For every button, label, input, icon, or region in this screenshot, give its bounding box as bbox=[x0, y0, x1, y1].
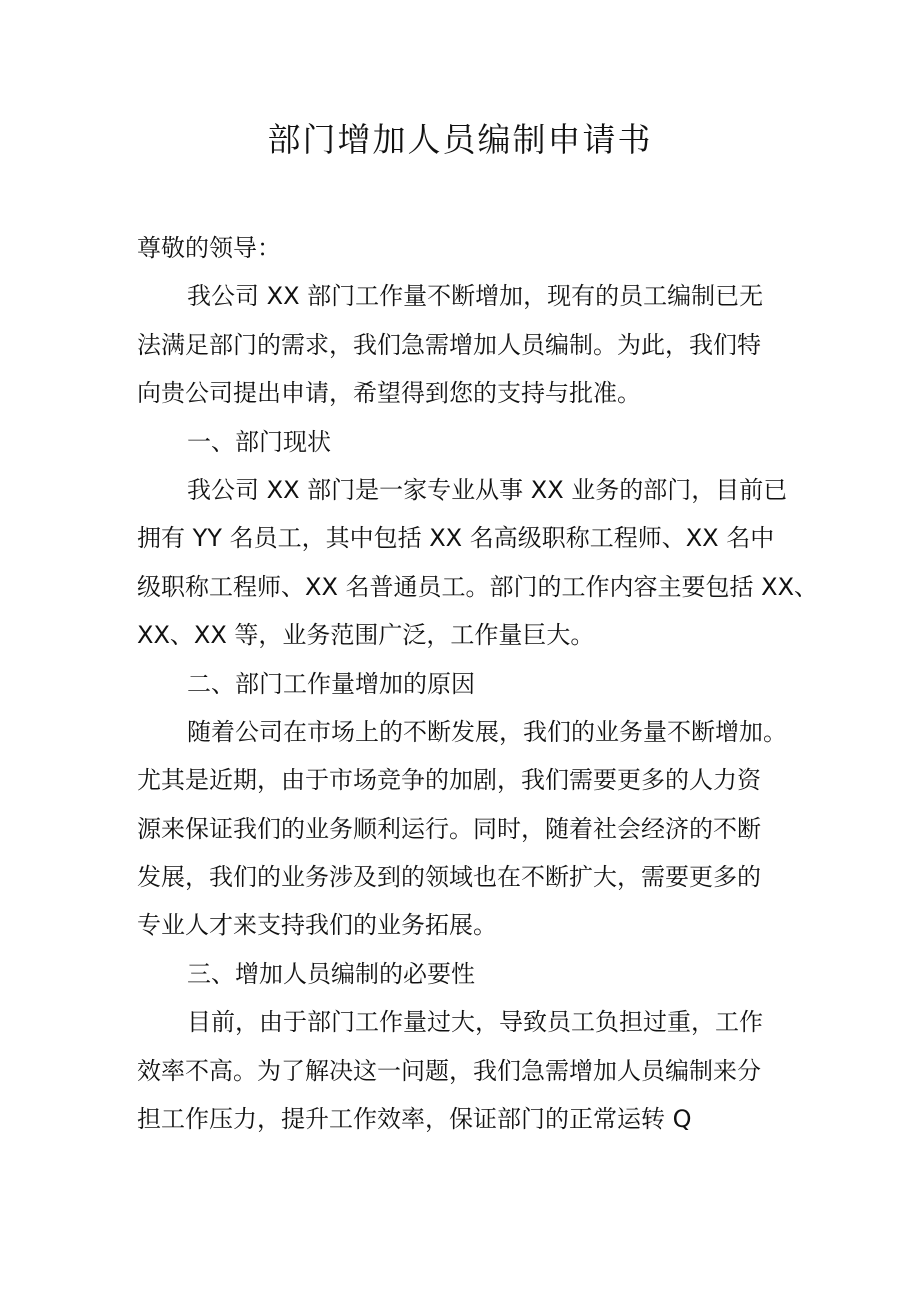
section-heading-2: 二、部门工作量增加的原因 bbox=[187, 669, 475, 698]
section-1-line-2: 拥有 YY 名员工，其中包括 XX 名高级职称工程师、XX 名中 bbox=[137, 524, 775, 553]
section-2-line-1: 随着公司在市场上的不断发展，我们的业务量不断增加。 bbox=[187, 717, 787, 746]
intro-line-2: 法满足部门的需求，我们急需增加人员编制。为此，我们特 bbox=[137, 330, 761, 359]
salutation: 尊敬的领导： bbox=[137, 234, 281, 262]
section-2-line-3: 源来保证我们的业务顺利运行。同时，随着社会经济的不断 bbox=[137, 814, 761, 843]
section-2-line-5: 专业人才来支持我们的业务拓展。 bbox=[137, 911, 497, 940]
section-heading-3: 三、增加人员编制的必要性 bbox=[187, 959, 475, 988]
section-1-line-4: XX、XX 等，业务范围广泛，工作量巨大。 bbox=[137, 621, 595, 650]
section-2-line-4: 发展，我们的业务涉及到的领域也在不断扩大，需要更多的 bbox=[137, 863, 761, 892]
section-3-line-3: 担工作压力，提升工作效率，保证部门的正常运转 Q bbox=[137, 1105, 692, 1134]
section-3-line-2: 效率不高。为了解决这一问题，我们急需增加人员编制来分 bbox=[137, 1056, 761, 1085]
document-body bbox=[137, 224, 819, 1143]
section-1-line-1: 我公司 XX 部门是一家专业从事 XX 业务的部门，目前已 bbox=[187, 475, 788, 504]
section-heading-1: 一、部门现状 bbox=[187, 427, 331, 456]
document-title: 部门增加人员编制申请书 bbox=[267, 120, 653, 159]
section-2-line-2: 尤其是近期，由于市场竞争的加剧，我们需要更多的人力资 bbox=[137, 766, 761, 795]
section-3-line-1: 目前，由于部门工作量过大，导致员工负担过重，工作 bbox=[187, 1008, 763, 1037]
intro-line-3: 向贵公司提出申请，希望得到您的支持与批准。 bbox=[137, 379, 641, 408]
section-1-line-3: 级职称工程师、XX 名普通员工。部门的工作内容主要包括 XX、 bbox=[137, 572, 819, 601]
intro-line-1: 我公司 XX 部门工作量不断增加，现有的员工编制已无 bbox=[187, 282, 764, 311]
